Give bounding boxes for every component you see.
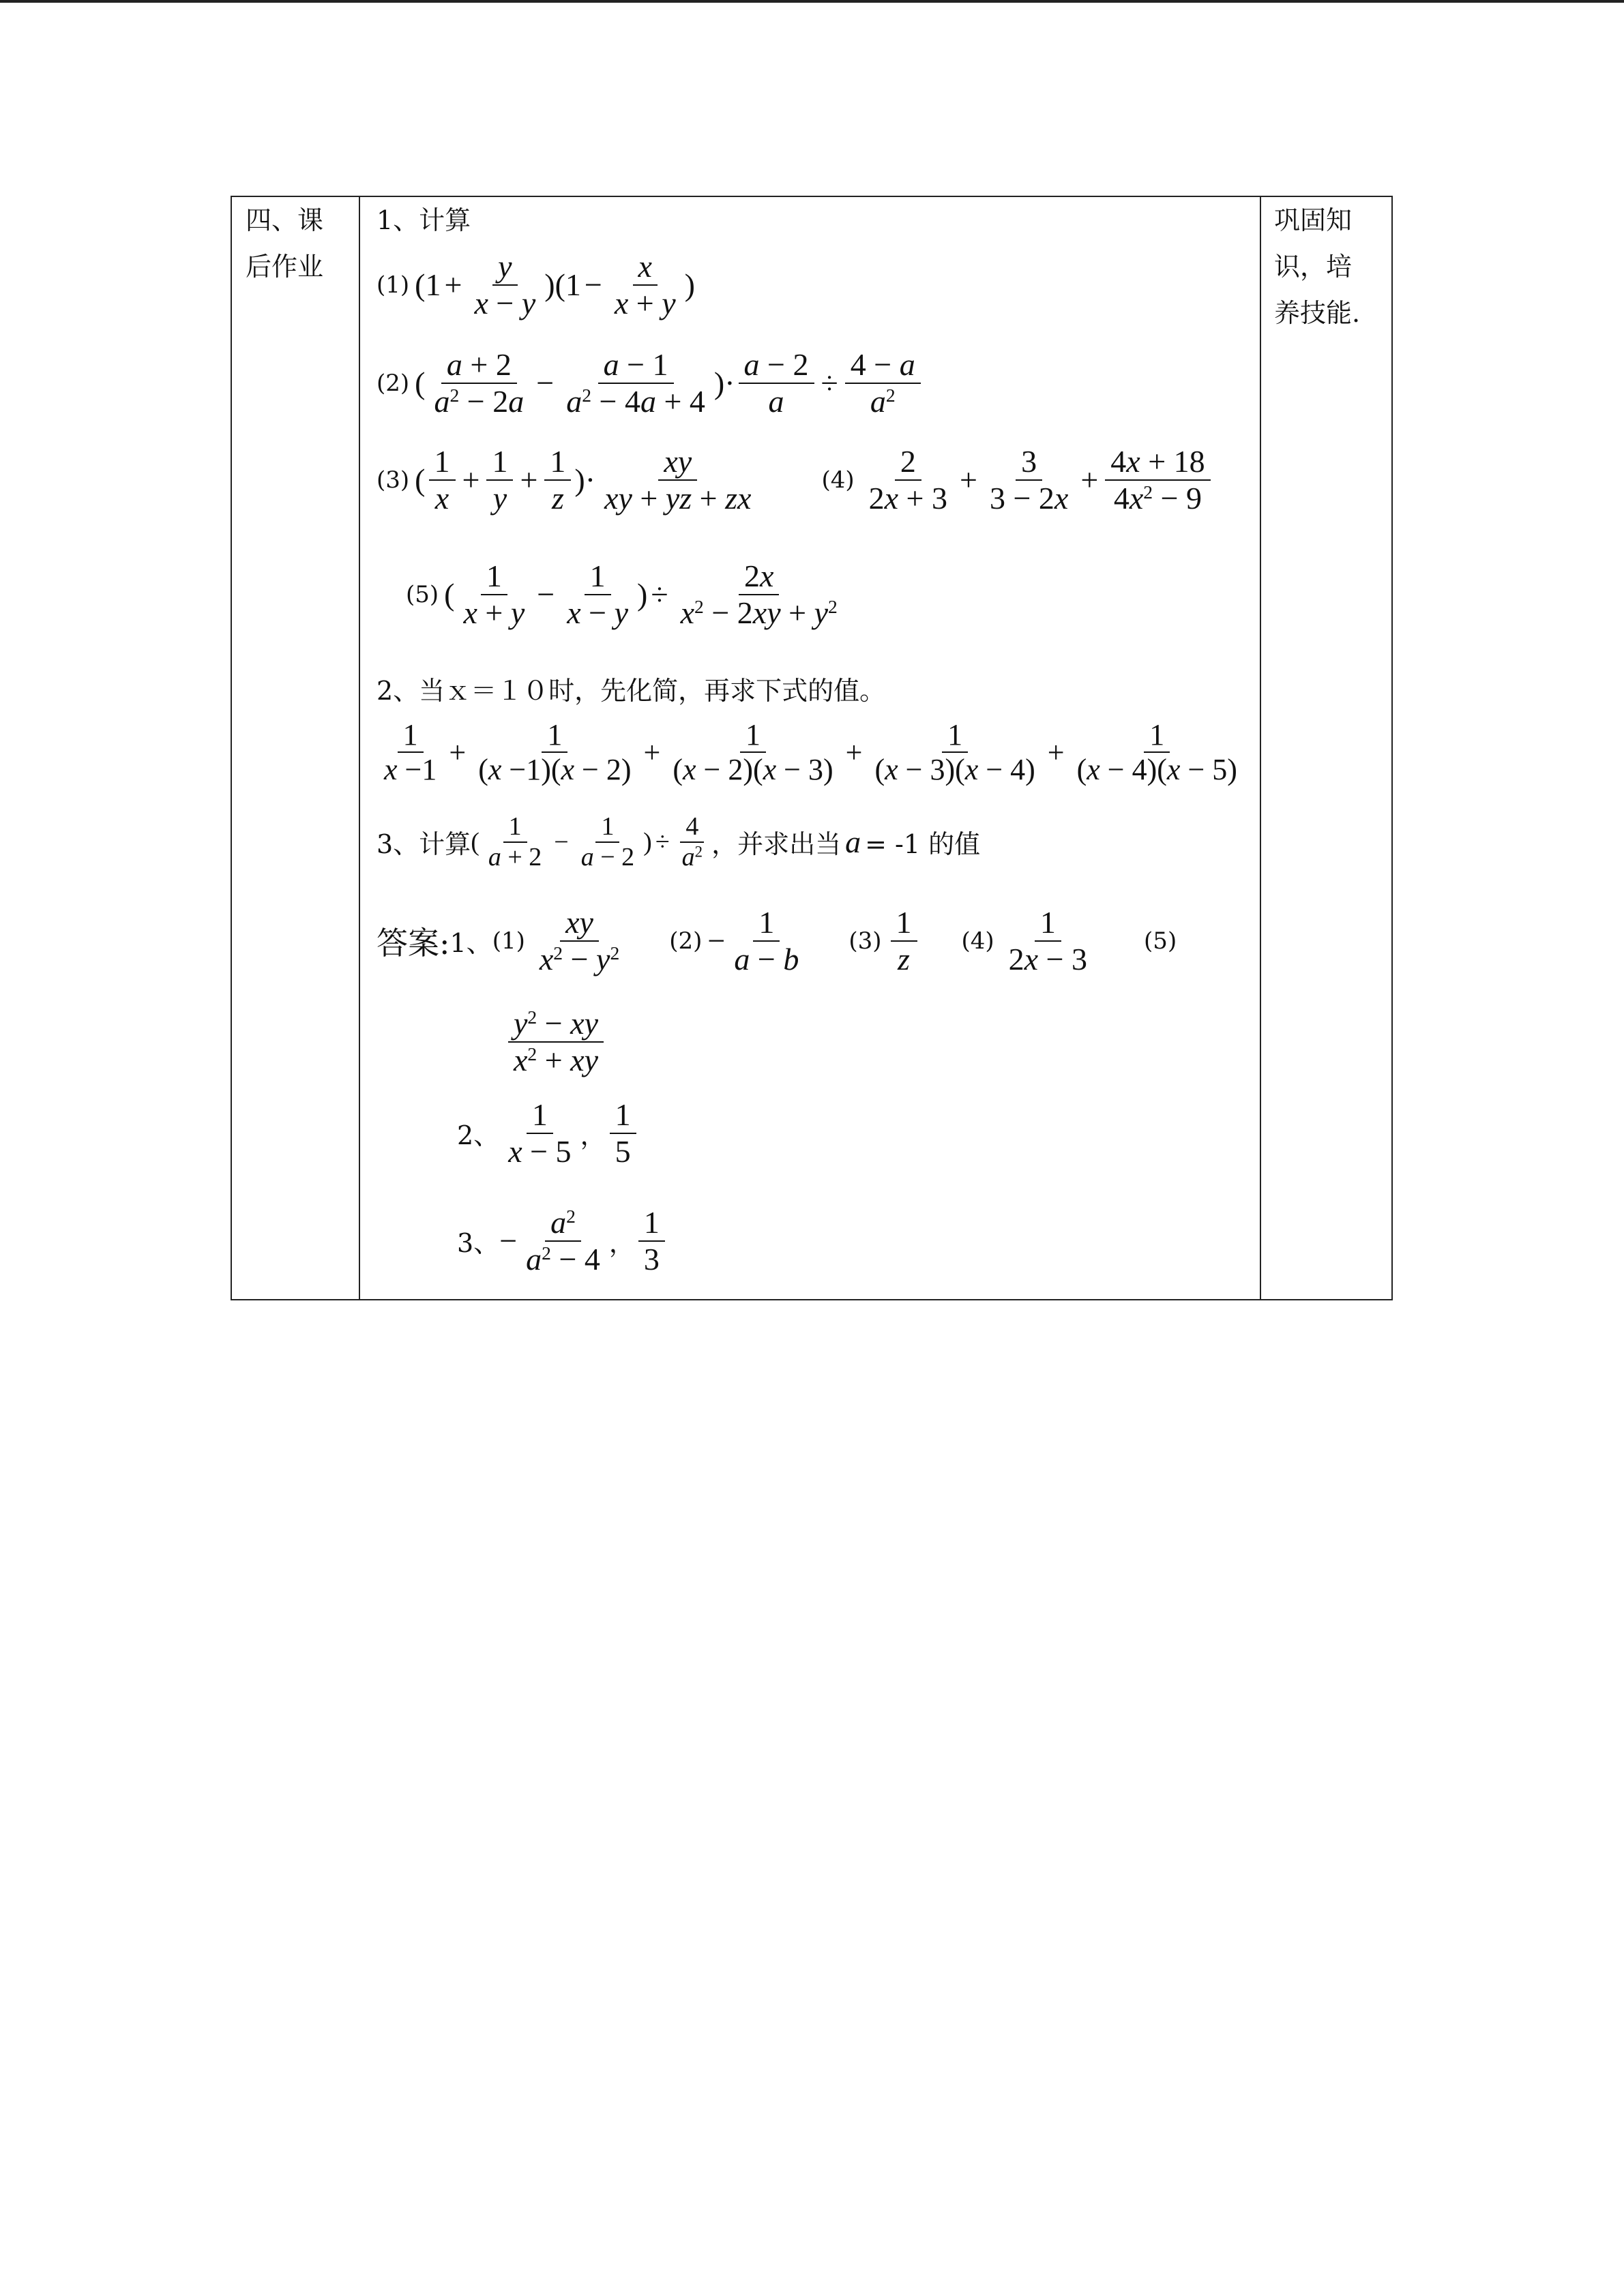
fraction: $\frac{1}{5}$ bbox=[610, 1097, 636, 1169]
answer2 bbox=[457, 1097, 640, 1169]
fraction: $\frac{1}{3}$ bbox=[638, 1205, 665, 1277]
fraction: $\frac{1}{a - b}$ bbox=[734, 905, 799, 976]
exercise2-label: 2、当ｘ＝１０时，先化简，再求下式的值。 bbox=[377, 675, 886, 706]
fraction: $\frac{a - 2}{a}$ bbox=[739, 347, 814, 419]
answer2-label: 2、 bbox=[457, 1120, 500, 1151]
fraction: $\frac{1}{x + y}$ bbox=[463, 558, 525, 630]
item-number: (1) bbox=[492, 927, 525, 955]
fraction: $\frac{y^2 - xy}{x^2 + xy}$ bbox=[508, 1006, 604, 1077]
fraction: $\frac{1}{z}$ bbox=[544, 444, 571, 516]
fraction: $\frac{1}{a + 2}$ bbox=[488, 812, 542, 871]
answer3: 3、 − $\frac{a^2}{a^2 - 4}$ ， $\frac{1}{3}$ bbox=[457, 1205, 668, 1277]
fraction: $\frac{1}{2x - 3}$ bbox=[1008, 905, 1088, 976]
exercise3: 3、计算 ( $\frac{1}{a + 2}$ − $\frac{1}{a - 2}$ ) ÷ $\frac{4}{a^2}$ ，并求出当 a = -1 的值 bbox=[377, 812, 981, 871]
section-title: 四、课后作业 bbox=[246, 205, 324, 282]
fraction: $\frac{1}{(x - 3)(x - 4)}$ bbox=[874, 718, 1035, 787]
fraction: $\frac{1}{x -1}$ bbox=[384, 718, 437, 787]
exercise1-item3: (3) ( $\frac{1}{x}$ + $\frac{1}{y}$ + $\frac{1}{z}$ )· $\frac{xy}{xy + yz + zx}$ (4) $\frac{2}{2x + 3}$ + $\frac{3}{3 - 2x}$ + $\frac{4x + 18}{4x^2 - 9}$ bbox=[377, 444, 1214, 516]
exercise1-item2: (2) ( $\frac{a + 2}{a^2 - 2a}$ − $\frac{a - 1}{a^2 - 4a + 4}$ )· $\frac{a - 2}{a}$ ÷ $\frac{4 - a}{a^2}$ bbox=[377, 347, 924, 419]
fraction: $\frac{1}{(x - 2)(x - 3)}$ bbox=[673, 718, 833, 787]
answer-separator: ， bbox=[580, 1120, 606, 1151]
fraction: $\frac{1}{(x - 4)(x - 5)}$ bbox=[1076, 718, 1237, 787]
fraction: $\frac{xy}{x^2 - y^2}$ bbox=[539, 905, 620, 976]
fraction: $\frac{1}{x - y}$ bbox=[567, 558, 629, 630]
item-number: (4) bbox=[961, 927, 994, 955]
answers-label: 答案: bbox=[377, 924, 450, 961]
fraction: $\frac{4x + 18}{4x^2 - 9}$ bbox=[1105, 444, 1210, 516]
item-number: (1) bbox=[377, 271, 410, 299]
item-number: (2) bbox=[377, 369, 410, 397]
item-number: (5) bbox=[406, 580, 439, 608]
fraction: $\frac{1}{x - 5}$ bbox=[508, 1097, 572, 1169]
fraction: $\frac{xy}{xy + yz + zx}$ bbox=[604, 444, 752, 516]
exercise2-expression: $\frac{1}{x -1}$ + $\frac{1}{(x -1)(x - 2)}$ + $\frac{1}{(x - 2)(x - 3)}$ + $\frac{1}{(x - 3)(x - 4)}$ + $\frac{1}{(x - 4)(x - 5)}$ bbox=[375, 718, 1246, 787]
fraction: $\frac{a - 1}{a^2 - 4a + 4}$ bbox=[566, 347, 705, 419]
column-divider-left bbox=[359, 197, 360, 1299]
fraction: $\frac{y}{x - y}$ bbox=[474, 249, 536, 320]
answer3-label: 3、 bbox=[457, 1228, 500, 1259]
homework-table bbox=[231, 196, 1393, 1300]
fraction: $\frac{1}{y}$ bbox=[486, 444, 513, 516]
exercise3-condition: = -1 的值 bbox=[865, 829, 981, 860]
section-note: 巩固知识，培养技能. bbox=[1274, 205, 1361, 328]
exercise3-suffix: ，并求出当 bbox=[711, 829, 842, 860]
answer1-item5 bbox=[505, 1006, 607, 1077]
answer-separator: ， bbox=[608, 1228, 635, 1259]
column-divider-right bbox=[1260, 197, 1261, 1299]
fraction: $\frac{2x}{x^2 - 2xy + y^2}$ bbox=[680, 558, 838, 630]
fraction: $\frac{4}{a^2}$ bbox=[677, 812, 708, 871]
fraction: $\frac{2}{2x + 3}$ bbox=[868, 444, 947, 516]
fraction: $\frac{1}{z}$ bbox=[891, 905, 917, 976]
item-number: (3) bbox=[377, 466, 410, 494]
page-top-border bbox=[0, 0, 1624, 3]
fraction: $\frac{x}{x + y}$ bbox=[614, 249, 676, 320]
fraction: $\frac{a^2}{a^2 - 4}$ bbox=[526, 1205, 600, 1277]
exercise1-item1: (1) (1 + $\frac{y}{x - y}$ )(1 − $\frac{x}{x + y}$ ) bbox=[377, 249, 695, 320]
fraction: $\frac{3}{3 - 2x}$ bbox=[989, 444, 1069, 516]
fraction: $\frac{1}{a - 2}$ bbox=[580, 812, 635, 871]
item-number: (4) bbox=[821, 466, 855, 494]
item-number: (5) bbox=[1144, 927, 1177, 955]
fraction: $\frac{4 - a}{a^2}$ bbox=[845, 347, 921, 419]
item-number: (3) bbox=[848, 927, 882, 955]
answer1-label: 1、 bbox=[449, 928, 492, 959]
fraction: $\frac{1}{x}$ bbox=[429, 444, 456, 516]
exercise1-item5: (5) ( $\frac{1}{x + y}$ − $\frac{1}{x - y}$ ) ÷ $\frac{2x}{x^2 - 2xy + y^2}$ bbox=[406, 558, 846, 630]
answers-row1: 答案: 1、 (1) $\frac{xy}{x^2 - y^2}$ (2) − $\frac{1}{a - b}$ (3) $\frac{1}{z}$ (4) $\frac{1}{2x - 3}$ (5) bbox=[377, 905, 1177, 976]
exercise3-prefix: 3、计算 bbox=[377, 829, 471, 860]
fraction: $\frac{1}{(x -1)(x - 2)}$ bbox=[478, 718, 632, 787]
fraction: $\frac{a + 2}{a^2 - 2a}$ bbox=[434, 347, 525, 419]
exercise1-label: 1、计算 bbox=[377, 205, 471, 235]
item-number: (2) bbox=[669, 927, 703, 955]
